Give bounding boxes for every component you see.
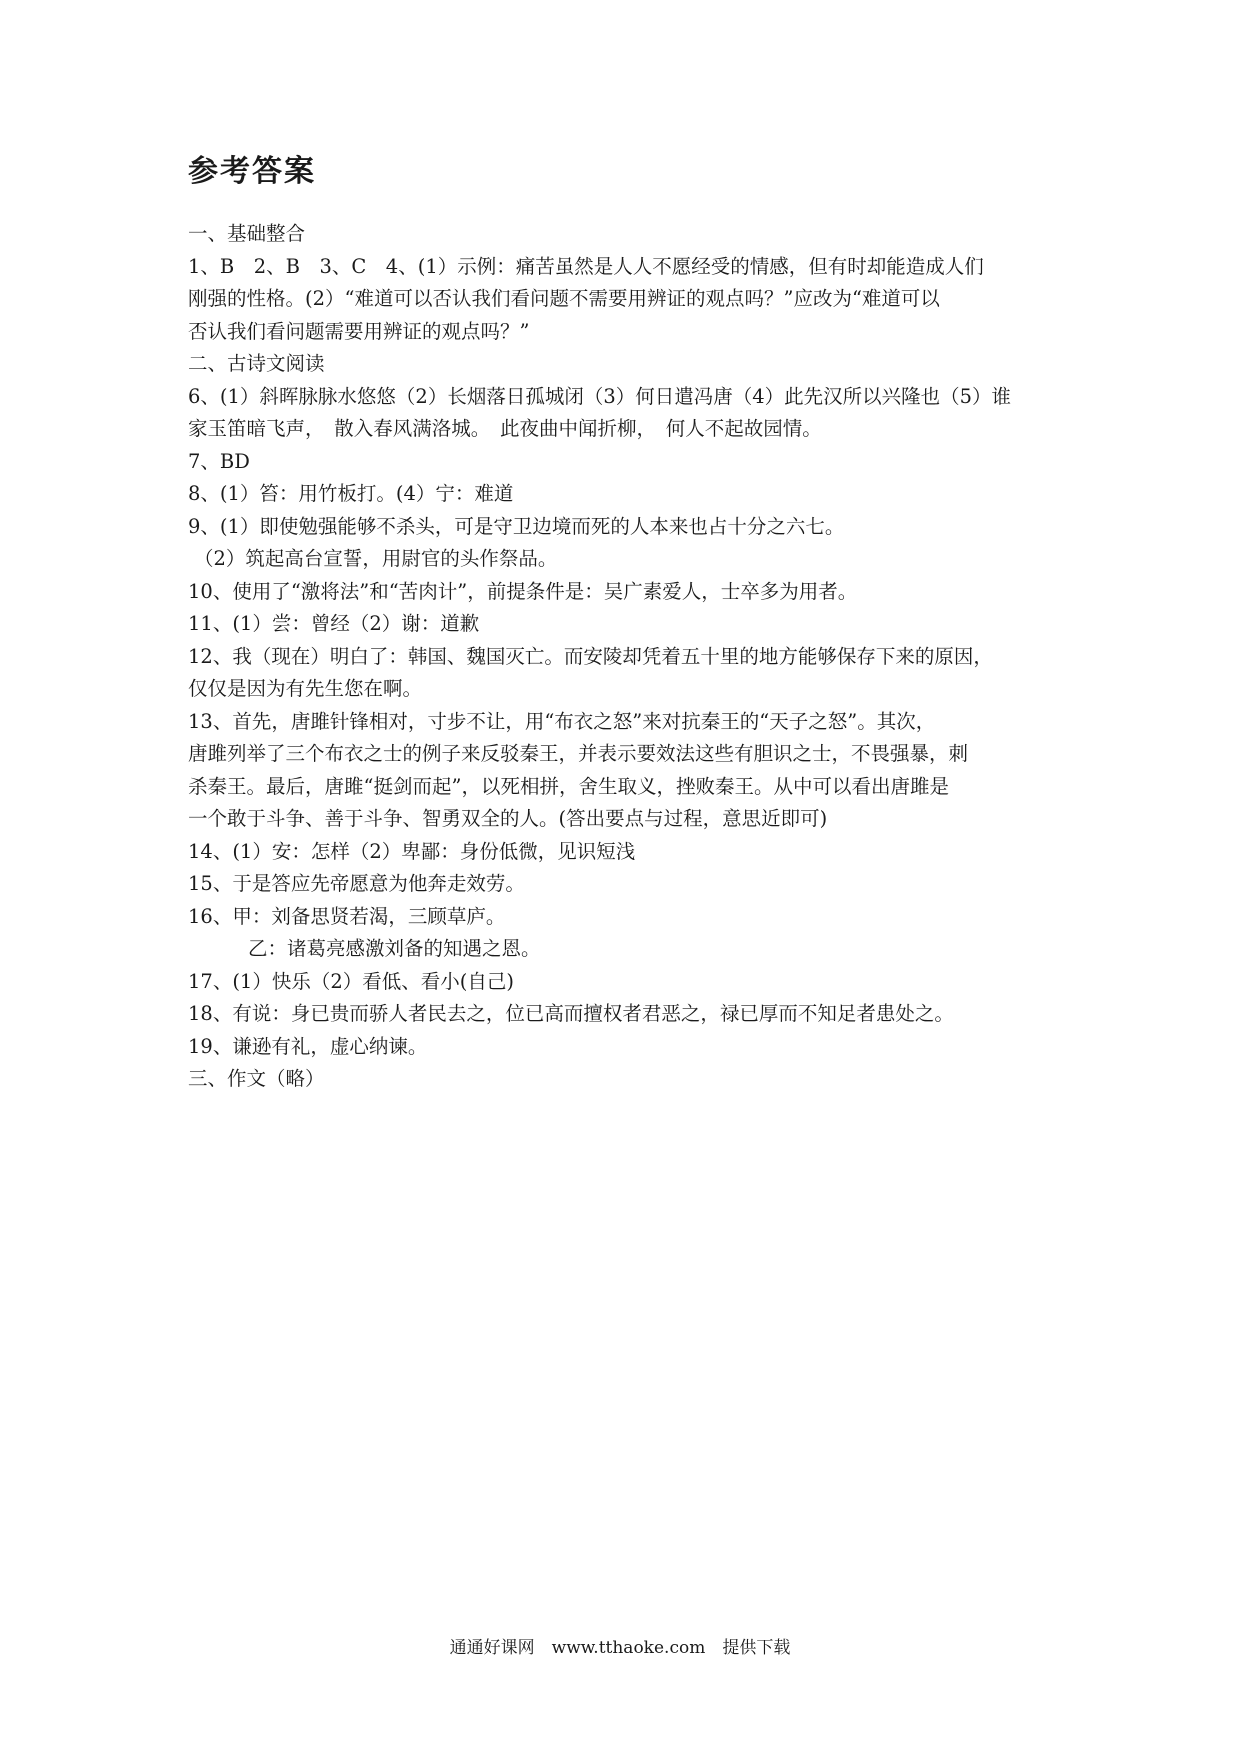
- page-title: 参考答案: [188, 154, 316, 189]
- answer-line: 10、使用了“激将法”和“苦肉计”，前提条件是：吴广素爱人，士卒多为用者。: [188, 579, 858, 603]
- answer-line: 19、谦逊有礼，虚心纳谏。: [188, 1034, 428, 1058]
- answer-line: 一个敢于斗争、善于斗争、智勇双全的人。(答出要点与过程，意思近即可): [188, 807, 828, 830]
- answer-line: 18、有说：身已贵而骄人者民去之，位已高而擅权者君恶之，禄已厚而不知足者患处之。: [188, 1002, 954, 1025]
- answer-line: 6、(1）斜晖脉脉水悠悠（2）长烟落日孤城闭（3）何日遣冯唐（4）此先汉所以兴隆也（5）谁: [188, 384, 1012, 408]
- answer-line: 否认我们看问题需要用辨证的观点吗？”: [188, 319, 530, 343]
- answer-line: 刚强的性格。(2）“难道可以否认我们看问题不需要用辨证的观点吗？”应改为“难道可以: [188, 287, 940, 310]
- section-heading: 三、作文（略）: [188, 1067, 325, 1090]
- answer-line: 15、于是答应先帝愿意为他奔走效劳。: [188, 872, 525, 895]
- answer-line: 仅仅是因为有先生您在啊。: [188, 677, 423, 700]
- answer-line: 17、(1）快乐（2）看低、看小(自己): [188, 969, 514, 993]
- page-footer: 通通好课网 www.tthaoke.com 提供下载: [449, 1638, 791, 1658]
- answer-line: 杀秦王。最后，唐雎“挺剑而起”，以死相拼，舍生取义，挫败秦王。从中可以看出唐雎是: [188, 774, 949, 798]
- section-heading: 一、基础整合: [188, 222, 306, 245]
- answer-line: 8、(1）笞：用竹板打。(4）宁：难道: [188, 482, 514, 505]
- answer-line: 12、我（现在）明白了：韩国、魏国灭亡。而安陵却凭着五十里的地方能够保存下来的原因，: [188, 644, 993, 668]
- answer-line: 16、甲：刘备思贤若渴，三顾草庐。: [188, 904, 506, 928]
- answer-line: 唐雎列举了三个布衣之士的例子来反驳秦王，并表示要效法这些有胆识之士，不畏强暴，刺: [188, 742, 969, 765]
- answer-line: 1、B 2、B 3、C 4、(1）示例：痛苦虽然是人人不愿经受的情感，但有时却能造成人们: [188, 254, 984, 278]
- answer-line: 9、(1）即使勉强能够不杀头，可是守卫边境而死的人本来也占十分之六七。: [188, 514, 845, 538]
- section-heading: 二、古诗文阅读: [188, 352, 325, 375]
- answer-line: 13、首先，唐雎针锋相对，寸步不让，用“布衣之怒”来对抗秦王的“天子之怒”。其次，: [188, 709, 936, 733]
- answer-content: [188, 218, 1068, 1096]
- answer-line: （2）筑起高台宣誓，用尉官的头作祭品。: [194, 547, 558, 570]
- answer-line: 11、(1）尝：曾经（2）谢：道歉: [188, 612, 480, 635]
- answer-line: 7、BD: [188, 449, 250, 473]
- answer-line: 14、(1）安：怎样（2）卑鄙：身份低微，见识短浅: [188, 839, 636, 863]
- answer-line: 乙：诸葛亮感激刘备的知遇之恩。: [248, 937, 541, 960]
- answer-line: 家玉笛暗飞声， 散入春风满洛城。 此夜曲中闻折柳， 何人不起故园情。: [188, 417, 822, 440]
